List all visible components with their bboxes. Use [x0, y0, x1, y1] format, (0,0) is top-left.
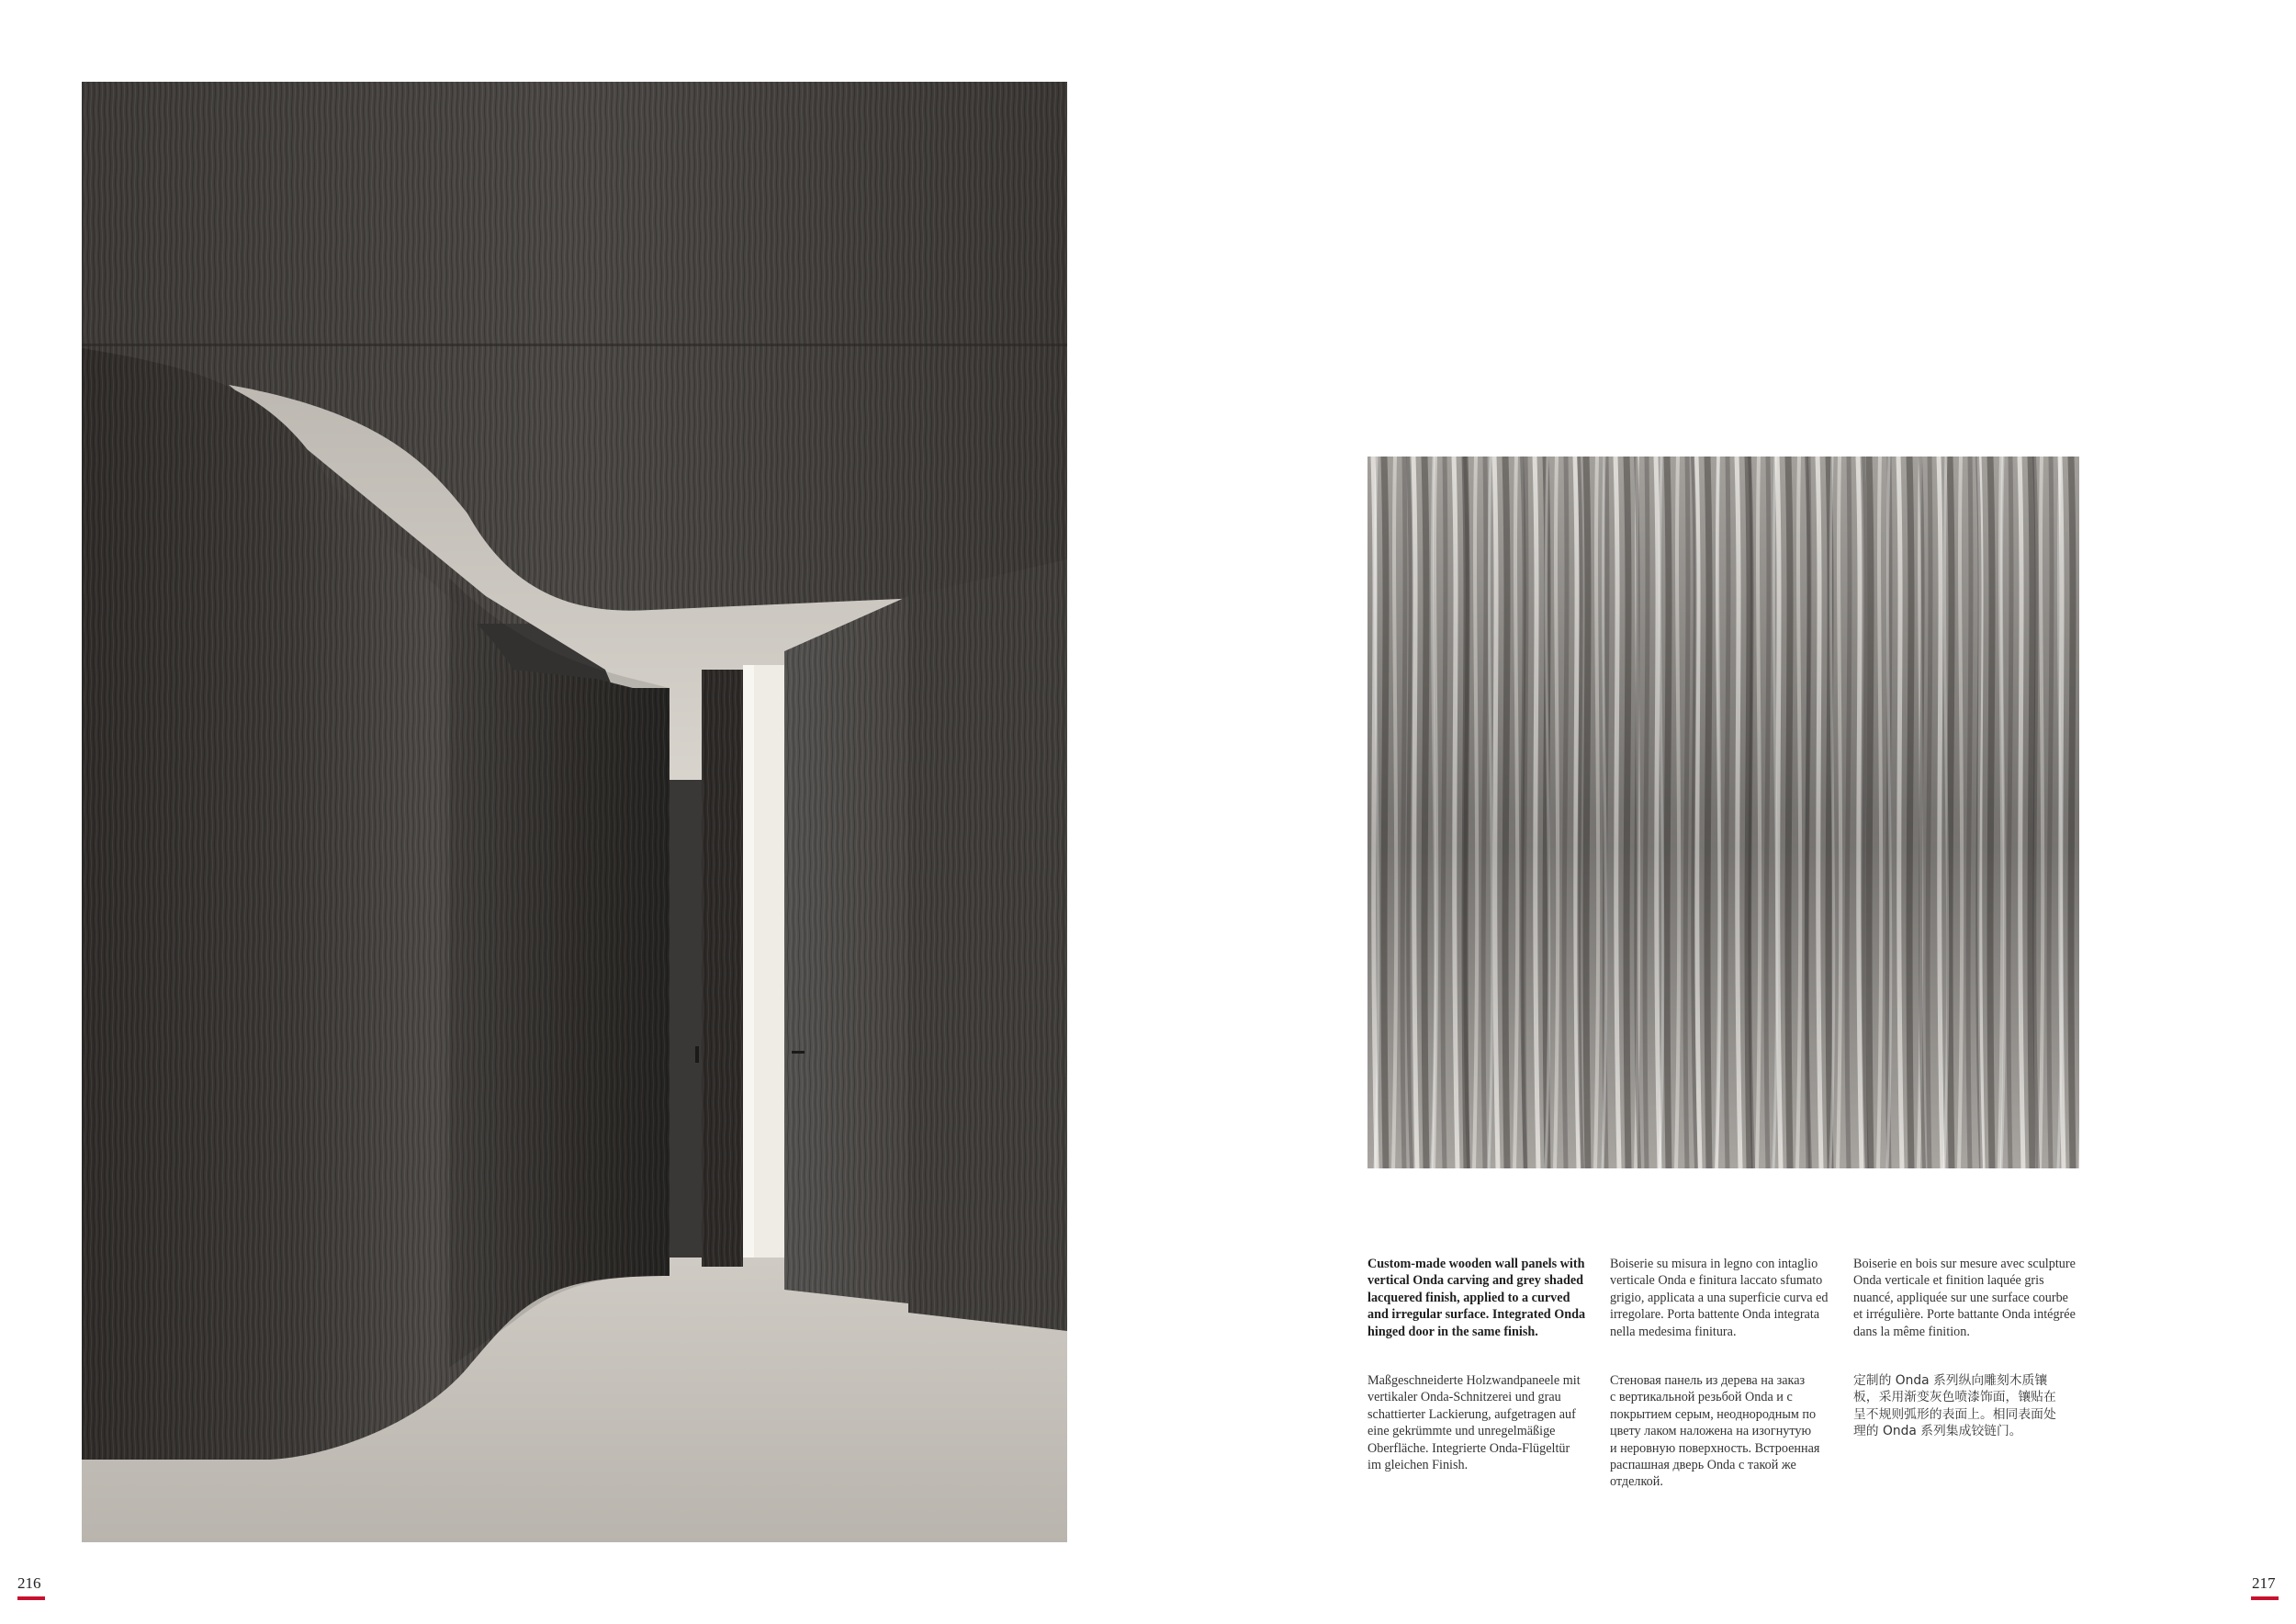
caption-line: покрытием серым, неоднородным по: [1610, 1406, 1817, 1422]
caption-line: lacquered finish, applied to a curved: [1367, 1290, 1570, 1305]
caption-line: с вертикальной резьбой Onda и с: [1610, 1390, 1793, 1405]
caption-line: Boiserie su misura in legno con intaglio: [1610, 1257, 1818, 1271]
caption-line: Maßgeschneiderte Holzwandpaneele mit: [1367, 1373, 1581, 1388]
caption-line: eine gekrümmte und unregelmäßige: [1367, 1424, 1556, 1439]
caption-line: nella medesima finitura.: [1610, 1324, 1737, 1339]
caption-line: 理的 Onda 系列集成铰链门。: [1853, 1424, 2022, 1439]
caption-line: et irrégulière. Porte battante Onda intégrée: [1853, 1307, 2076, 1323]
caption-line: 呈不规则弧形的表面上。相同表面处: [1853, 1406, 2056, 1422]
caption-line: и неровную поверхность. Встроенная: [1610, 1440, 1820, 1456]
texture-detail-photo: [1367, 457, 2079, 1168]
caption-line: 定制的 Onda 系列纵向雕刻木质镶: [1853, 1373, 2048, 1388]
caption-line: vertikaler Onda-Schnitzerei und grau: [1367, 1390, 1561, 1405]
caption-russian: [1610, 1372, 1841, 1491]
caption-line: verticale Onda e finitura laccato sfumato: [1610, 1273, 1823, 1289]
caption-line: dans la même finition.: [1853, 1324, 1970, 1339]
page-number-accent-bar: [17, 1596, 45, 1600]
interior-photo-image: [82, 82, 1067, 1542]
caption-line: and irregular surface. Integrated Onda: [1367, 1307, 1586, 1323]
caption-line: Custom-made wooden wall panels with: [1367, 1257, 1585, 1271]
caption-line: Oberfläche. Integrierte Onda-Flügeltür: [1367, 1440, 1570, 1456]
caption-line: отделкой.: [1610, 1474, 1663, 1490]
caption-line: irregolare. Porta battente Onda integrata: [1610, 1307, 1820, 1323]
caption-english: [1367, 1256, 1599, 1340]
caption-line: цвету лаком наложена на изогнутую: [1610, 1424, 1812, 1439]
page-number-right: 217: [2252, 1574, 2276, 1592]
caption-italian: [1610, 1256, 1841, 1340]
caption-french: [1853, 1256, 2085, 1340]
caption-german: [1367, 1372, 1599, 1473]
caption-chinese: [1853, 1372, 2085, 1440]
caption-line: hinged door in the same finish.: [1367, 1324, 1538, 1339]
caption-line: nuancé, appliquée sur une surface courbe: [1853, 1290, 2068, 1305]
page-number-accent-bar: [2251, 1596, 2279, 1600]
interior-photo: [82, 82, 1067, 1542]
caption-line: vertical Onda carving and grey shaded: [1367, 1273, 1584, 1289]
page-number-left: 216: [17, 1574, 41, 1592]
caption-line: grigio, applicata a una superficie curva ed: [1610, 1290, 1829, 1305]
caption-line: распашная дверь Onda с такой же: [1610, 1458, 1796, 1473]
caption-line: Boiserie en bois sur mesure avec sculpture: [1853, 1257, 2076, 1271]
texture-detail-image: [1367, 457, 2079, 1168]
caption-line: schattierter Lackierung, aufgetragen auf: [1367, 1406, 1576, 1422]
caption-line: im gleichen Finish.: [1367, 1458, 1469, 1473]
caption-line: Onda verticale et finition laquée gris: [1853, 1273, 2044, 1289]
caption-line: Стеновая панель из дерева на заказ: [1610, 1373, 1806, 1388]
caption-line: 板，采用渐变灰色喷漆饰面，镶贴在: [1853, 1390, 2056, 1405]
